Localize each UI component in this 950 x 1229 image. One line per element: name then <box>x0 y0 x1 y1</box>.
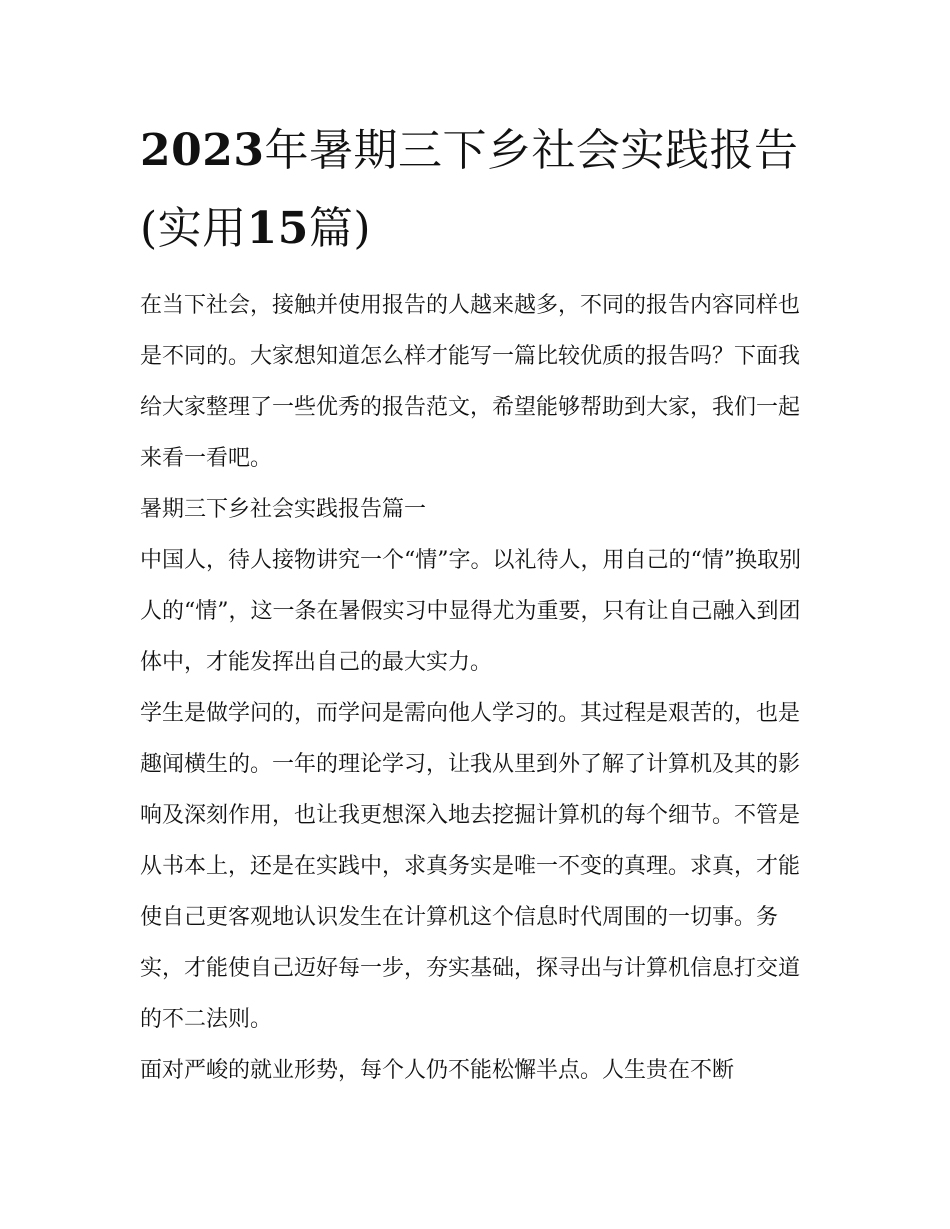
body-paragraph-3: 面对严峻的就业形势，每个人仍不能松懈半点。人生贵在不断 <box>140 1058 735 1083</box>
intro-paragraph: 在当下社会，接触并使用报告的人越来越多，不同的报告内容同样也是不同的。大家想知道怎么样才能写一篇比较优质的报告吗？下面我给大家整理了一些优秀的报告范文，希望能够帮助到大家，我们一起来看一看吧。 <box>140 293 801 471</box>
title-main: 年暑期三下乡社会实践报告(实用 <box>140 125 799 254</box>
document-page <box>140 112 812 1096</box>
title-end: 篇) <box>308 203 372 254</box>
document-title <box>140 112 812 268</box>
title-year: 2023 <box>140 125 265 176</box>
body-paragraph-2: 学生是做学问的，而学问是需向他人学习的。其过程是艰苦的，也是趣闻横生的。一年的理论学习，让我从里到外了解了计算机及其的影响及深刻作用，也让我更想深入地去挖掘计算机的每个细节。不管是从书本上，还是在实践中，求真务实是唯一不变的真理。求真，才能使自己更客观地认识发生在计算机这个信息时代周围的一切事。务实，才能使自己迈好每一步，夯实基础，探寻出与计算机信息打交道的不二法则。 <box>140 701 801 1032</box>
body-paragraph-1: 中国人，待人接物讲究一个“情”字。以礼待人，用自己的“情”换取别人的“情”，这一条在暑假实习中显得尤为重要，只有让自己融入到团体中，才能发挥出自己的最大实力。 <box>140 548 801 675</box>
section-heading: 暑期三下乡社会实践报告篇一 <box>140 497 427 522</box>
title-count: 15 <box>246 203 309 254</box>
